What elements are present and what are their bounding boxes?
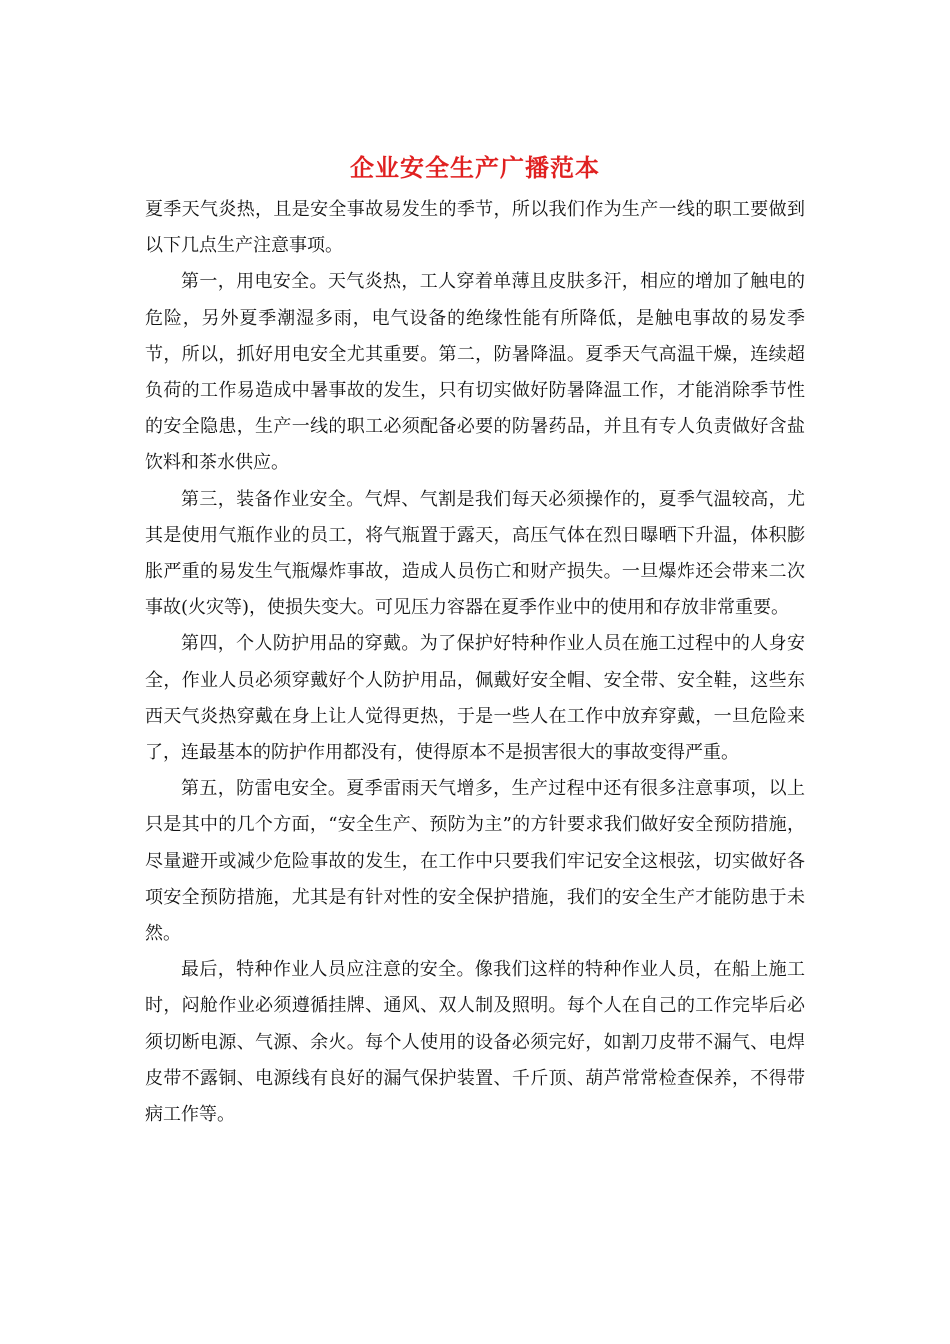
paragraph-special-operations: 最后，特种作业人员应注意的安全。像我们这样的特种作业人员，在船上施工时，闷舱作业必须遵循挂牌、通风、双人制及照明。每个人在自己的工作完毕后必须切断电源、气源、余火。每个人使用的设备必须完好，如割刀皮带不漏气、电焊皮带不露铜、电源线有良好的漏气保护装置、千斤顶、葫芦常常检查保养，不得带病工作等。: [145, 959, 805, 1126]
intro-paragraph: 夏季天气炎热，且是安全事故易发生的季节，所以我们作为生产一线的职工要做到以下几点生产注意事项。: [145, 199, 805, 257]
paragraph-equipment-safety: 第三，装备作业安全。气焊、气割是我们每天必须操作的，夏季气温较高，尤其是使用气瓶作业的员工，将气瓶置于露天，高压气体在烈日曝晒下升温，体积膨胀严重的易发生气瓶爆炸事故，造成人员伤亡和财产损失。一旦爆炸还会带来二次事故(火灾等)，使损失变大。可见压力容器在夏季作业中的使用和存放非常重要。: [145, 488, 805, 619]
document-title: 企业安全生产广播范本: [350, 153, 600, 182]
document-page: [145, 150, 805, 1133]
paragraph-electrical-and-heat-safety: 第一，用电安全。天气炎热，工人穿着单薄且皮肤多汗，相应的增加了触电的危险，另外夏季潮湿多雨，电气设备的绝缘性能有所降低，是触电事故的易发季节，所以，抓好用电安全尤其重要。第二，防暑降温。夏季天气高温干燥，连续超负荷的工作易造成中暑事故的发生，只有切实做好防暑降温工作，才能消除季节性的安全隐患，生产一线的职工必须配备必要的防暑药品，并且有专人负责做好含盐饮料和茶水供应。: [145, 271, 805, 474]
paragraph-lightning-safety: 第五，防雷电安全。夏季雷雨天气增多，生产过程中还有很多注意事项，以上只是其中的几个方面，“安全生产、预防为主”的方针要求我们做好安全预防措施，尽量避开或减少危险事故的发生，在工作中只要我们牢记安全这根弦，切实做好各项安全预防措施，尤其是有针对性的安全保护措施，我们的安全生产才能防患于未然。: [145, 778, 805, 945]
paragraph-protective-gear: 第四，个人防护用品的穿戴。为了保护好特种作业人员在施工过程中的人身安全，作业人员必须穿戴好个人防护用品，佩戴好安全帽、安全带、安全鞋，这些东西天气炎热穿戴在身上让人觉得更热，于是一些人在工作中放弃穿戴，一旦危险来了，连最基本的防护作用都没有，使得原本不是损害很大的事故变得严重。: [145, 633, 805, 764]
